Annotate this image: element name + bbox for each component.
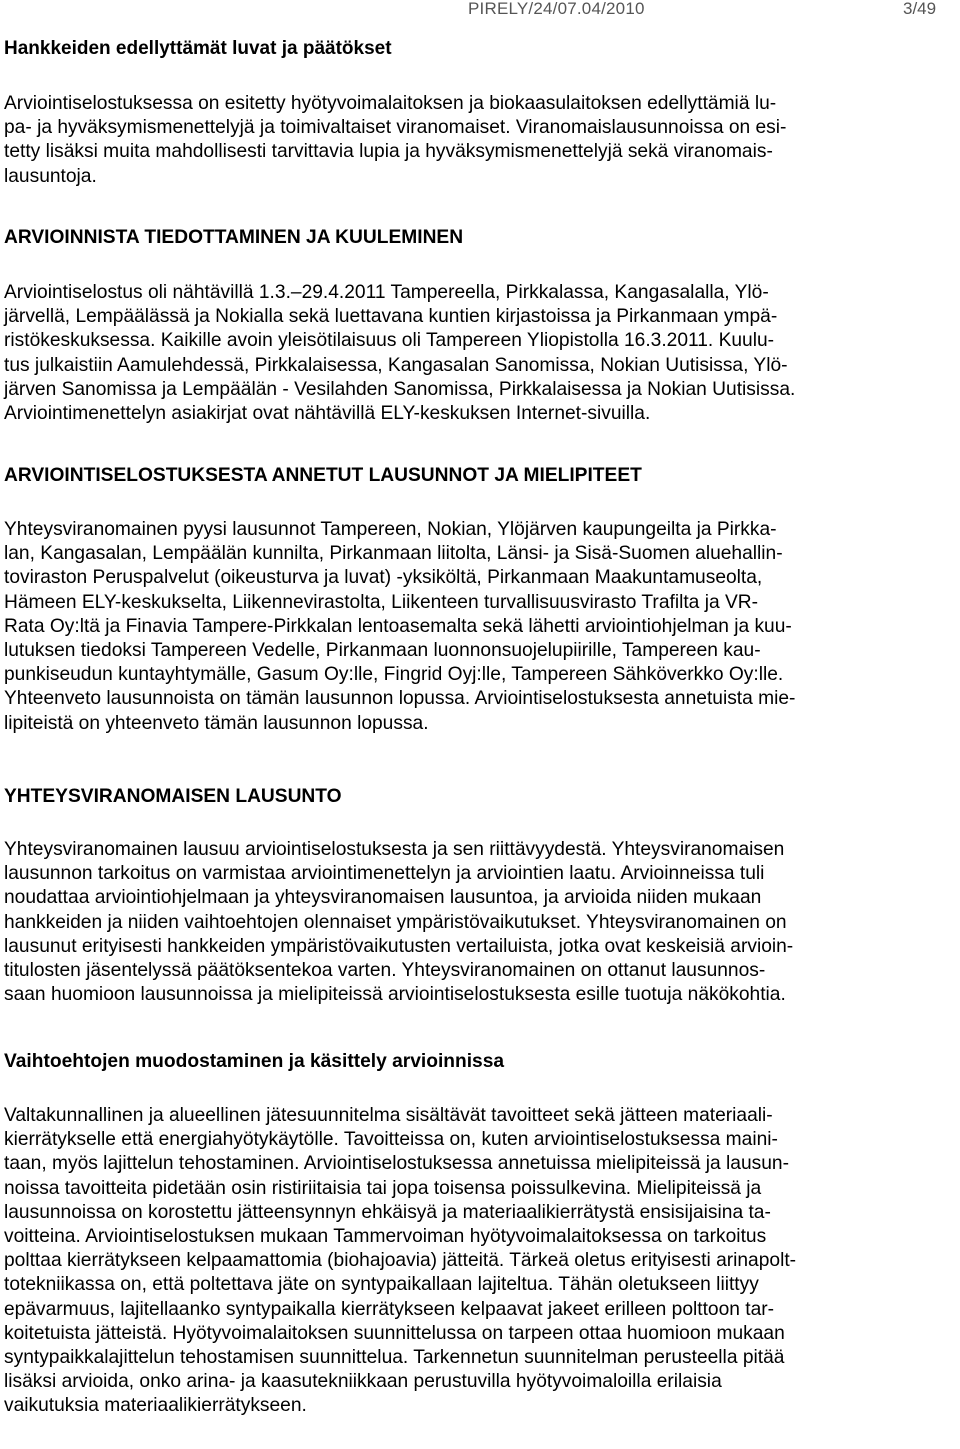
text-line: lausunnoissa on korostettu jätteensynnyn ehkäisyä ja materiaalikierrätystä ensisijaisina ta- bbox=[4, 1201, 771, 1223]
text-line: Yhteysviranomainen lausuu arviointiselostuksesta ja sen riittävyydestä. Yhteysviranomaisen bbox=[4, 839, 785, 860]
paragraph-authority-statement bbox=[4, 838, 946, 1007]
text-line: punkiseudun kuntayhtymälle, Gasum Oy:lle, Fingrid Oyj:lle, Tampereen Sähköverkko Oy:lle. bbox=[4, 664, 784, 686]
text-line: vaikutuksia materiaalikierrätykseen. bbox=[4, 1395, 307, 1417]
text-line: kierrätykselle että energiahyötykäytölle. Tavoitteissa on, kuten arviointiselostuksessa maini- bbox=[4, 1129, 778, 1151]
text-line: lisäksi arvioida, onko arina- ja kaasutekniikkaan perustuvilla hyötyvoimaloilla erilaisia bbox=[4, 1371, 722, 1393]
heading-informing: ARVIOINNISTA TIEDOTTAMINEN JA KUULEMINEN bbox=[4, 227, 464, 248]
text-line: voitteina. Arviointiselostuksen mukaan Tammervoiman hyötyvoimalaitoksessa on tarkoitus bbox=[4, 1226, 767, 1248]
text-line: Arviointiselostus oli nähtävillä 1.3.–29.4.2011 Tampereella, Pirkkalassa, Kangasalalla, Ylö- bbox=[4, 282, 769, 303]
page-number: 3/49 bbox=[903, 0, 937, 18]
text-line: Valtakunnallinen ja alueellinen jätesuunnitelma sisältävät tavoitteet sekä jätteen materiaali- bbox=[4, 1105, 773, 1126]
text-line: noissa tavoitteita pidetään osin ristiriitaisia tai jopa toisensa poissulkevina. Mielipiteissä ja bbox=[4, 1177, 762, 1199]
text-line: pa- ja hyväksymismenettelyjä ja toimivaltaiset viranomaiset. Viranomaislausunnoissa on esi- bbox=[4, 117, 787, 139]
text-line: lausuntoja. bbox=[4, 165, 97, 187]
text-line: totekniikassa on, että poltettava jäte on syntypaikallaan lajiteltua. Tähän oletukseen liittyy bbox=[4, 1274, 759, 1296]
text-line: järven Sanomissa ja Lempäälän - Vesilahden Sanomissa, Pirkkalaisessa ja Nokian Uutisissa. bbox=[4, 378, 796, 400]
text-line: epävarmuus, lajitellaanko syntypaikalla kierrätykseen kelpaavat jakeet erilleen polttoon tar- bbox=[4, 1298, 775, 1320]
text-line: tus julkaistiin Aamulehdessä, Pirkkalaisessa, Kangasalan Sanomissa, Nokian Uutisissa, Ylö- bbox=[4, 354, 788, 376]
paragraph-alternatives bbox=[4, 1104, 946, 1419]
text-line: tetty lisäksi muita mahdollisesti tarvittavia lupia ja hyväksymismenettelyjä sekä viranomais- bbox=[4, 141, 773, 163]
text-line: järvellä, Lempäälässä ja Nokialla sekä luettavana kuntien kirjastoissa ja Pirkanmaan ympä- bbox=[4, 306, 778, 328]
text-line: lausunut erityisesti hankkeiden ympäristövaikutusten vertailuista, jotka ovat keskeisiä arvioin- bbox=[4, 935, 794, 957]
text-line: hankkeiden ja niiden vaihtoehtojen olennaiset ympäristövaikutukset. Yhteysviranomainen on bbox=[4, 911, 787, 933]
text-line: lipiteistä on yhteenveto tämän lausunnon lopussa. bbox=[4, 712, 429, 734]
paragraph-informing bbox=[4, 281, 946, 426]
text-line: Arviointiselostuksessa on esitetty hyötyvoimalaitoksen ja biokaasulaitoksen edellyttämiä lu- bbox=[4, 93, 777, 114]
text-line: lan, Kangasalan, Lempäälän kunnilta, Pirkanmaan liitolta, Länsi- ja Sisä-Suomen aluehallin- bbox=[4, 543, 783, 565]
text-line: ristökeskuksessa. Kaikille avoin yleisötilaisuus oli Tampereen Yliopistolla 16.3.2011. Kuulu- bbox=[4, 330, 775, 352]
text-line: noudattaa arviointiohjelmaan ja yhteysviranomaisen lausuntoa, ja arvioida niiden mukaan bbox=[4, 887, 762, 909]
text-line: polttaa kierrätykseen kelpaamattomia (biohajoavia) jätteitä. Tärkeä oletus erityisesti arinapolt- bbox=[4, 1250, 797, 1272]
text-line: koitetuista jätteistä. Hyötyvoimalaitoksen suunnittelussa on tarpeen ottaa huomioon mukaan bbox=[4, 1322, 785, 1344]
paragraph-permits bbox=[4, 92, 946, 189]
text-line: lausunnon tarkoitus on varmistaa arviointimenettelyn ja arviointien laatu. Arvioinneissa tuli bbox=[4, 863, 765, 885]
paragraph-statements bbox=[4, 518, 946, 736]
text-line: syntypaikkalajittelun tehostamisen suunnittelua. Tarkennetun suunnitelman perusteella pitää bbox=[4, 1347, 785, 1369]
text-line: Yhteenveto lausunnoista on tämän lausunnon lopussa. Arviointiselostuksesta annetuista mie- bbox=[4, 688, 796, 710]
section-title: Hankkeiden edellyttämät luvat ja päätökset bbox=[4, 38, 392, 59]
text-line: Arviointimenettelyn asiakirjat ovat nähtävillä ELY-keskuksen Internet-sivuilla. bbox=[4, 403, 651, 425]
text-line: titulosten jäsentelyssä päätöksentekoa varten. Yhteysviranomainen on ottanut lausunnos- bbox=[4, 960, 766, 982]
heading-alternatives: Vaihtoehtojen muodostaminen ja käsittely arvioinnissa bbox=[4, 1051, 505, 1072]
text-line: toviraston Peruspalvelut (oikeusturva ja luvat) -yksiköltä, Pirkanmaan Maakuntamuseolta, bbox=[4, 567, 763, 589]
text-line: taan, myös lajittelun tehostaminen. Arviointiselostuksessa annetuissa mielipiteissä ja lausun- bbox=[4, 1153, 789, 1175]
document-reference: PIRELY/24/07.04/2010 bbox=[468, 0, 645, 18]
heading-authority-statement: YHTEYSVIRANOMAISEN LAUSUNTO bbox=[4, 786, 342, 807]
text-line: Rata Oy:ltä ja Finavia Tampere-Pirkkalan lentoasemalta sekä lähetti arviointiohjelman ja kuu- bbox=[4, 615, 792, 637]
text-line: lutuksen tiedoksi Tampereen Vedelle, Pirkanmaan luonnonsuojelupiirille, Tampereen kau- bbox=[4, 640, 761, 662]
text-line: Hämeen ELY-keskukselta, Liikennevirastolta, Liikenteen turvallisuusvirasto Trafilta ja VR- bbox=[4, 591, 758, 613]
heading-statements: ARVIOINTISELOSTUKSESTA ANNETUT LAUSUNNOT JA MIELIPITEET bbox=[4, 465, 642, 486]
text-line: saan huomioon lausunnoissa ja mielipiteissä arviointiselostuksesta esille tuotuja näkökohtia. bbox=[4, 984, 786, 1006]
text-line: Yhteysviranomainen pyysi lausunnot Tampereen, Nokian, Ylöjärven kaupungeilta ja Pirkka- bbox=[4, 519, 777, 540]
